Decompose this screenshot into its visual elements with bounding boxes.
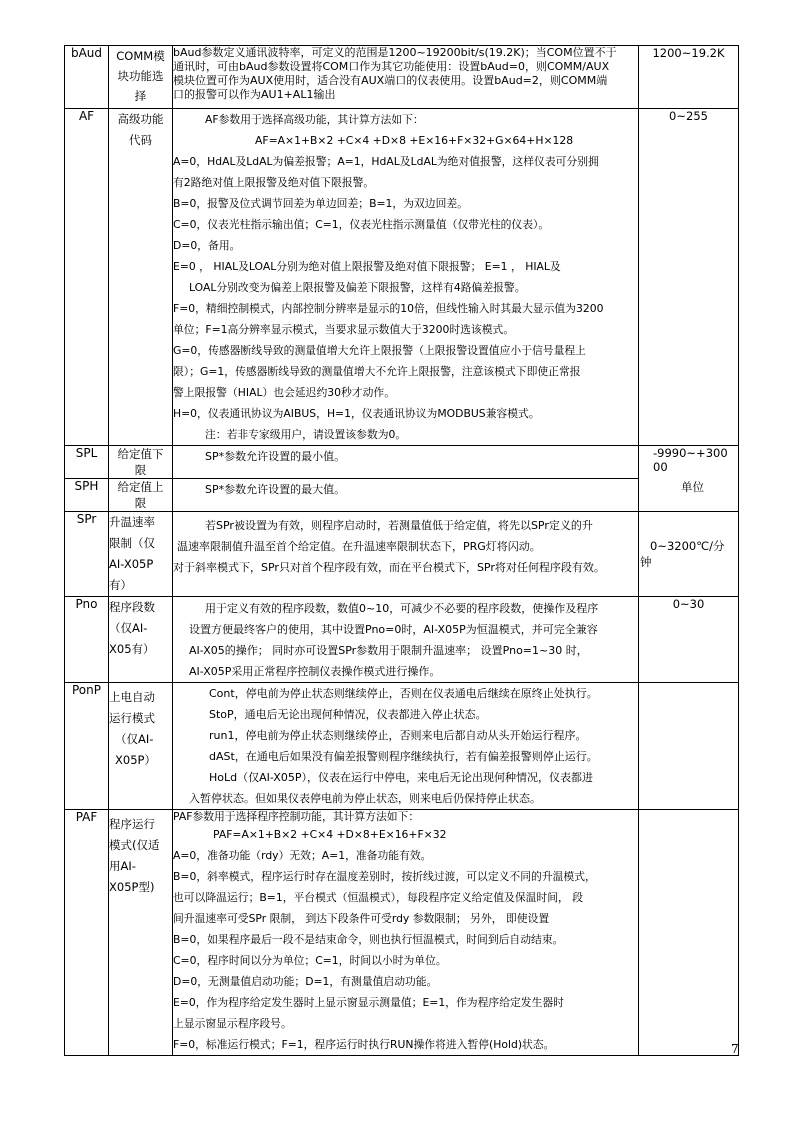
param-description: PAF参数用于选择程序控制功能，其计算方法如下： PAF=A×1+B×2 +C×4 +D×8+E×16+F×32 A=0，准备功能（rdy）无效；A=1，准备功能有效。 B=0，斜率模式，程序运行时存在温度差别时，按折线过渡，可以定义不同的升温模式， 也可以降温运行；B=1，平台模式（恒温模式），每段程序定义给定值及保温时间， 段 间升温速率可受SPr 限制， 到达下段条件可受rdy 参数限制； 另外， 即使设置 B=0，如果程序最后一段不是结束命令，则也执行恒温模式，时间到后自动结束。 C=0，程序时间以分为单位；C=1，时间以小时为单位。 D=0，无测量值启动功能；D=1，有测量值启动功能。 E=0，作为程序给定发生器时上显示窗显示测量值；E=1，作为程序给定发生器时 上显示窗显示程序段号。 F=0，标准运行模式；F=1，程序运行时执行RUN操作将进入暂停(Hold)状态。 <box>173 810 639 1056</box>
param-description: bAud参数定义通讯波特率，可定义的范围是1200~19200bit/s(19.2K)；当COM位置不于 通讯时，可由bAud参数设置将COM口作为其它功能使用：设置bAud=0，则COMM/AUX 模块位置可作为AUX使用时，适合没有AUX端口的仪表使用。设置bAud=2，则COMM端 口的报警可以作为AU1+AL1输出 <box>173 46 639 109</box>
param-function: 程序段数 （仅AI- X05有） <box>109 597 173 683</box>
param-description: SP*参数允许设置的最大值。 <box>173 479 639 512</box>
param-code: SPL <box>65 446 109 479</box>
page-number: 7 <box>731 1042 739 1056</box>
param-code: Pno <box>65 597 109 683</box>
param-function: COMM模 块功能选 择 <box>109 46 173 109</box>
param-function: 给定值上 限 <box>109 479 173 512</box>
param-code: bAud <box>65 46 109 109</box>
param-description: AF参数用于选择高级功能，其计算方法如下： AF=A×1+B×2 +C×4 +D×8 +E×16+F×32+G×64+H×128 A=0，HdAL及LdAL为偏差报警；A=1，HdAL及LdAL为绝对值报警，这样仪表可分别拥 有2路绝对值上限报警及绝对值下限报警。 B=0，报警及位式调节回差为单边回差；B=1，为双边回差。 C=0，仪表光柱指示输出值；C=1，仪表光柱指示测量值（仅带光柱的仪表）。 D=0，备用。 E=0 ， HIAL及LOAL分别为绝对值上限报警及绝对值下限报警； E=1 ， HIAL及 LOAL分别改变为偏差上限报警及偏差下限报警，这样有4路偏差报警。 F=0，精细控制模式，内部控制分辨率是显示的10倍，但线性输入时其最大显示值为3200 单位；F=1高分辨率显示模式，当要求显示数值大于3200时选该模式。 G=0，传感器断线导致的测量值增大允许上限报警（上限报警设置值应小于信号量程上 限）；G=1，传感器断线导致的测量值增大不允许上限报警，注意该模式下即使正常报 警上限报警（HIAL）也会延迟约30秒才动作。 H=0，仪表通讯协议为AIBUS，H=1，仪表通讯协议为MODBUS兼容模式。 注：若非专家级用户，请设置该参数为0。 <box>173 109 639 446</box>
param-code: PonP <box>65 683 109 810</box>
table-row-spr <box>65 512 739 597</box>
param-function: 程序运行 模式(仅适 用AI- X05P型) <box>109 810 173 1056</box>
param-code: PAF <box>65 810 109 1056</box>
param-function: 上电自动 运行模式 （仅AI- X05P） <box>109 683 173 810</box>
param-range <box>639 810 739 1056</box>
param-function: 高级功能 代码 <box>109 109 173 446</box>
table-row-ponp <box>65 683 739 810</box>
table-row-sph <box>65 479 739 512</box>
table-row-paf <box>65 810 739 1056</box>
table-row-af <box>65 109 739 446</box>
param-description: SP*参数允许设置的最小值。 <box>173 446 639 479</box>
param-range <box>639 683 739 810</box>
param-range: 0~255 <box>639 109 739 446</box>
param-range: -9990~+300 00 单位 <box>639 446 739 512</box>
param-code: SPr <box>65 512 109 597</box>
table-row-baud <box>65 46 739 109</box>
param-range: 1200~19.2K <box>639 46 739 109</box>
param-function: 给定值下 限 <box>109 446 173 479</box>
param-function: 升温速率 限制（仅 AI-X05P 有） <box>109 512 173 597</box>
param-code: SPH <box>65 479 109 512</box>
param-range: 0~30 <box>639 597 739 683</box>
param-code: AF <box>65 109 109 446</box>
param-description: Cont，停电前为停止状态则继续停止，否则在仪表通电后继续在原终止处执行。 StoP，通电后无论出现何种情况，仪表都进入停止状态。 run1，停电前为停止状态则继续停止，否则来电后都自动从头开始运行程序。 dASt，在通电后如果没有偏差报警则程序继续执行，若有偏差报警则停止运行。 HoLd（仅AI-X05P），仪表在运行中停电，来电后无论出现何种情况，仪表都进 入暂停状态。但如果仪表停电前为停止状态，则来电后仍保持停止状态。 <box>173 683 639 810</box>
param-description: 若SPr被设置为有效，则程序启动时，若测量值低于给定值，将先以SPr定义的升 温速率限制值升温至首个给定值。在升温速率限制状态下，PRG灯将闪动。 对于斜率模式下，SPr只对首个程序段有效，而在平台模式下，SPr将对任何程序段有效。 <box>173 512 639 597</box>
param-description: 用于定义有效的程序段数，数值0~10，可减少不必要的程序段数，使操作及程序 设置方便最终客户的使用，其中设置Pno=0时，AI-X05P为恒温模式，并可完全兼容 AI-X05的操作； 同时亦可设置SPr参数用于限制升温速率； 设置Pno=1~30 时， AI-X05P采用正常程序控制仪表操作模式进行操作。 <box>173 597 639 683</box>
param-range: 0~3200℃/分 钟 <box>639 512 739 597</box>
parameter-table <box>64 45 739 1056</box>
table-row-spl <box>65 446 739 479</box>
table-row-pno <box>65 597 739 683</box>
